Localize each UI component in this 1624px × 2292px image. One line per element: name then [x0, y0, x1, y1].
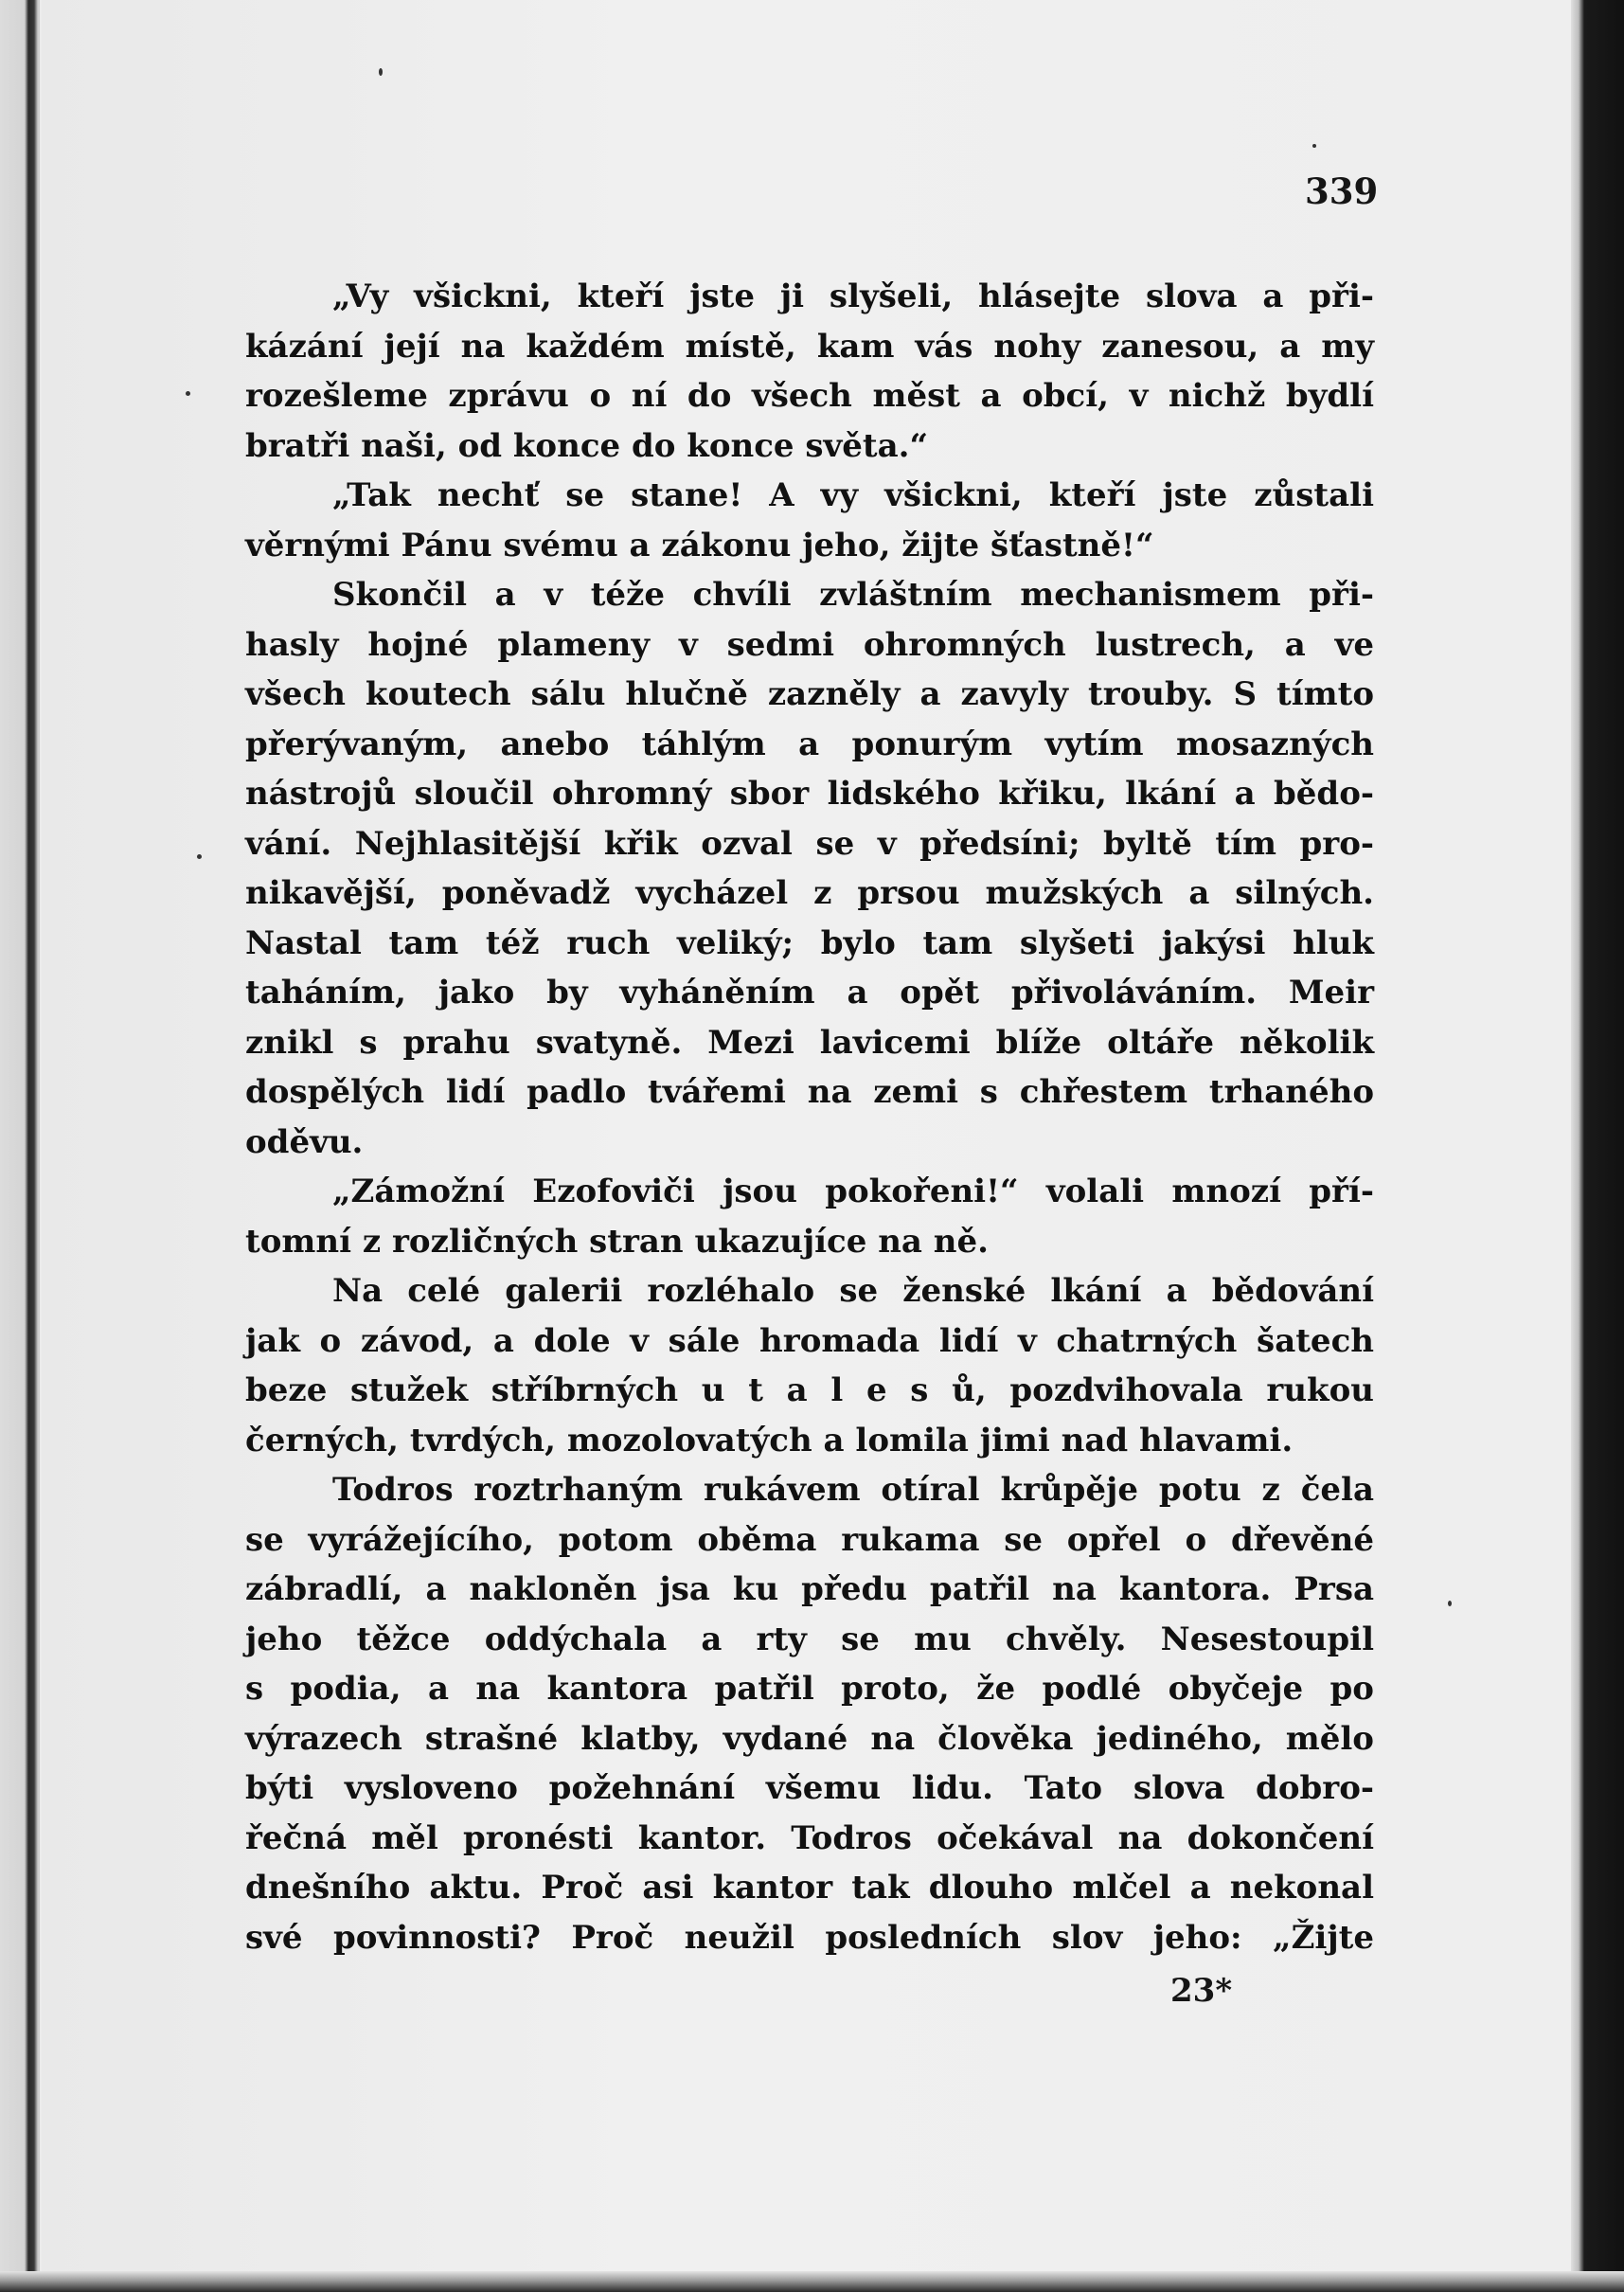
text-line: přerývaným, anebo táhlým a ponurým vytím mosazných [245, 725, 1374, 763]
text-line: jeho těžce oddýchala a rty se mu chvěly. Nesestoupil [245, 1620, 1374, 1658]
text-line: věrnými Pánu svému a zákonu jeho, žijte šťastně!“ [245, 526, 1154, 564]
text-line: znikl s prahu svatyně. Mezi lavicemi blíže oltáře několik [245, 1023, 1374, 1062]
printer-signature-mark: 23* [1170, 1972, 1233, 2010]
text-line: řečná měl pronésti kantor. Todros očekával na dokončení [245, 1818, 1374, 1857]
text-line: černých, tvrdých, mozolovatých a lomila jimi nad hlavami. [245, 1421, 1294, 1459]
text-line: jak o závod, a dole v sále hromada lidí v chatrných šatech [245, 1321, 1374, 1360]
text-line: rozešleme zprávu o ní do všech měst a obcí, v nichž bydlí [245, 377, 1374, 415]
text-line: všech koutech sálu hlučně zazněly a zavyly trouby. S tímto [245, 675, 1374, 713]
bottom-scan-border [0, 2271, 1624, 2292]
text-line: Todros roztrhaným rukávem otíral krůpěje potu z čela [332, 1471, 1374, 1509]
text-line: kázání její na každém místě, kam vás nohy zanesou, a my [245, 327, 1374, 366]
text-line: výrazech strašné klatby, vydané na člověka jediného, mělo [245, 1719, 1374, 1758]
dust-speck [379, 68, 383, 76]
text-line: taháním, jako by vyháněním a opět přivoláváním. Meir [245, 974, 1374, 1012]
text-line: beze stužek stříbrných u t a l e s ů, pozdvihovala rukou [245, 1371, 1374, 1409]
text-line: dnešního aktu. Proč asi kantor tak dlouho mlčel a nekonal [245, 1869, 1374, 1907]
text-line: býti vysloveno požehnání všemu lidu. Tato slova dobro- [245, 1769, 1374, 1807]
text-line: Nastal tam též ruch veliký; bylo tam slyšeti jakýsi hluk [245, 923, 1374, 962]
text-line: oděvu. [245, 1122, 364, 1161]
dust-speck [197, 854, 202, 859]
text-line: vání. Nejhlasitější křik ozval se v předsíni; byltě tím pro- [245, 824, 1374, 863]
text-line: s podia, a na kantora patřil proto, že podlé obyčeje po [245, 1670, 1374, 1708]
text-line: „Vy všickni, kteří jste ji slyšeli, hlásejte slova a při- [332, 278, 1374, 315]
text-line: „Zámožní Ezofoviči jsou pokořeni!“ volali mnozí pří- [332, 1173, 1374, 1210]
dust-speck [186, 391, 190, 396]
text-line: Skončil a v téže chvíli zvláštním mechanismem při- [332, 576, 1374, 614]
text-line: tomní z rozličných stran ukazujíce na ně. [245, 1222, 989, 1261]
text-line: Na celé galerii rozléhalo se ženské lkání a bědování [332, 1272, 1374, 1310]
text-line: nástrojů sloučil ohromný sbor lidského křiku, lkání a bědo- [245, 775, 1374, 813]
text-line: se vyrážejícího, potom oběma rukama se opřel o dřevěné [245, 1520, 1374, 1559]
text-line: zábradlí, a nakloněn jsa ku předu patřil na kantora. Prsa [245, 1570, 1374, 1608]
page-number: 339 [1305, 170, 1379, 212]
text-line: „Tak nechť se stane! A vy všickni, kteří jste zůstali [332, 476, 1374, 514]
text-line: své povinnosti? Proč neužil posledních slov jeho: „Žijte [245, 1918, 1374, 1957]
text-line: nikavější, poněvadž vycházel z prsou mužských a silných. [245, 874, 1374, 912]
text-line: dospělých lidí padlo tvářemi na zemi s chřestem trhaného [245, 1073, 1374, 1111]
dust-speck [1312, 144, 1316, 148]
dust-speck [1448, 1601, 1452, 1606]
right-scan-border [1571, 0, 1624, 2292]
left-scan-border [0, 0, 40, 2292]
text-line: bratři naši, od konce do konce světa.“ [245, 426, 929, 465]
body-text [245, 272, 1374, 1962]
text-line: hasly hojné plameny v sedmi ohromných lustrech, a ve [245, 625, 1374, 664]
